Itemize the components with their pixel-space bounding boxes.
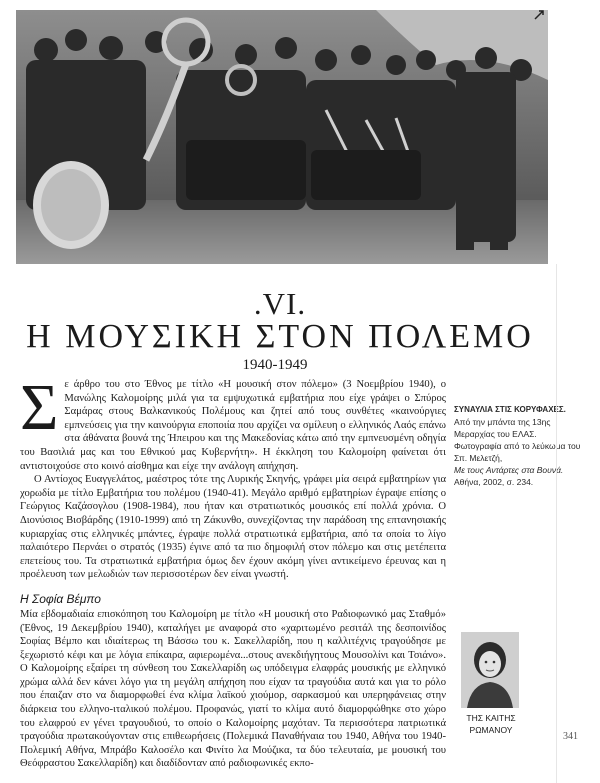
photo-caption [454, 404, 584, 488]
portrait-image [461, 632, 519, 708]
photo-caption-line2: Αθήνα, 2002, σ. 234. [454, 477, 534, 487]
corner-crop-mark-icon [532, 8, 546, 22]
paragraph-3: Μία εβδομαδιαία επισκόπηση του Καλομοίρη με τίτλο «Η μουσική στο Ραδιοφωνικό μας Σταθμό» (Έθνος, 19 Δεκεμβρίου 1940), καταλήγει με αναφορά στο «χαριτωμένο ρεσιτάλ της δεσποινίδος Σοφίας Βέμπο και ιδιαίτερως τη Βάσσω του κ. Σακελλαρίδη, που η καλλιτέχνις τραγούδησε με ξεχωριστό κέφι και με λόγια επίκαιρα, αφιερωμένα...στους ανεκδιήγητους Μουσολίνι και Τσιάνο». Ο Καλομοίρης εξαίρει τη σύνθεση του Σακελλαρίδη ως υπόδειγμα ελαφράς μουσικής με ελληνικό χρώμα αλλά δεν κάνει λόγο για τη μεγάλη απήχηση που είχαν τα τραγούδια αυτά και για το ρόλο που έπαιζαν στο να διαμορφωθεί ένα κλίμα λαϊκού χιούμορ, σαρκασμού και υπερηφάνειας στην διάρκεια του ελληνο-ιταλικού πολέμου. Προφανώς, γιατί το κλίμα αυτό διαμορφώθηκε στο χώρο του ελαφρού εν γένει τραγουδιού, το οποίο ο Καλομοίρης μαχόταν. Τα περισσότερα πατριωτικά τραγούδια πρωτακούγονταν στις επιθεωρήσεις (Πολεμικά Παναθήναια του 1940, Αθήνα του 1940-Πολεμική Αθήνα, Μπράβο Καλοσέλο και Φινίτο λα Μούζικα, τα δύο τελευταία, με μουσική του Θεόφραστου Σακελλαρίδη) και διαδίδονταν από ραδιοφωνικές εκπο- [20, 608, 446, 770]
photo-caption-book-title: Με τους Αντάρτες στα Βουνά. [454, 465, 564, 475]
portrait-photo [461, 632, 519, 708]
page-number: 341 [563, 731, 578, 742]
paragraph-2: Ο Αντίοχος Ευαγγελάτος, μαέστρος τότε της Λυρικής Σκηνής, γράφει μία σειρά εμβατηρίων για χορωδία με τίτλο Εμβατήρια του πολέμου (1940-41). Μεγάλο αριθμό εμβατηρίων έγραψε επίσης ο Γεώργιος Καζάσογλου (1908-1984), που ήταν και στρατιωτικός μουσικός επί πολλά χρόνια. Ο Διονύσιος Βισβάρδης (1910-1999) από τη Ζάκυνθο, συνεχίζοντας την παράδοση της επτανησιακής κυριαρχίας στις ελληνικές μπάντες, έγραψε πολλά στρατιωτικά εμβατήρια, από τα οποία το λίγο παλαιότερο Περνάει ο στρατός (1935) έγινε από τα πιο δημοφιλή στον πόλεμο και στις μετέπειτα επετείους του. Τα στρατιωτικά εμβατήρια όμως δεν έχουν ακόμη γίνει αντικείμενο έρευνας και η προέλευση των μελωδιών των περισσοτέρων δεν είναι γνωστή. [20, 474, 446, 581]
drop-cap: Σ [20, 371, 59, 444]
photo-caption-line1: Από την μπάντα της 13ης Μεραρχίας του ΕΛΑΣ. Φωτογραφία από το λεύκωμα του Σπ. Μελετζή, [454, 417, 581, 463]
section-heading: Η Σοφία Βέμπο [20, 591, 101, 606]
main-text-column [20, 371, 446, 771]
portrait-caption: ΤΗΣ ΚΑΙΤΗΣ ΡΩΜΑΝΟΥ [466, 713, 516, 735]
column-divider [556, 264, 557, 783]
chapter-title: Η ΜΟΥΣΙΚΗ ΣΤΟΝ ΠΟΛΕΜΟ [26, 318, 534, 355]
band-photograph [16, 10, 548, 264]
chapter-number: .VI. [253, 286, 307, 321]
photo-caption-title: ΣΥΝΑΥΛΙΑ ΣΤΙΣ ΚΟΡΥΦΑΧΕΣ. [454, 405, 566, 414]
paragraph-1-text: ε άρθρο του στο Έθνος με τίτλο «Η μουσική στον πόλεμο» (3 Νοεμβρίου 1940), ο Μανώλης Καλομοίρης μιλά για τα εμψυχωτικά εμβατήρια που είχε γράψει ο Σπύρος Σαμάρας στους Βαλκανικούς Πολέμους και ζητεί από τους συνθέτες «καινούργιες εμπνεύσεις για την καινούργια εποποιία που αρχίζει να σμίλευη ο ελληνικός Λαός επάνω στα άθάνατα βουνά της Ήπειρου και της Μακεδονίας κάτω από την εμπνευσμένη οδηγία του Βασιλιά μας και του Εθνικού μας Κυβερνήτη». Η έκκληση του Καλομοίρη φαίνεται ότι αντιστοιχούσε στο κοινό αίσθημα και είχε την ανάλογη απήχηση. [20, 379, 446, 472]
band-photo-image [16, 10, 548, 264]
paragraph-1 [20, 371, 446, 473]
chapter-years: 1940-1949 [242, 357, 308, 373]
